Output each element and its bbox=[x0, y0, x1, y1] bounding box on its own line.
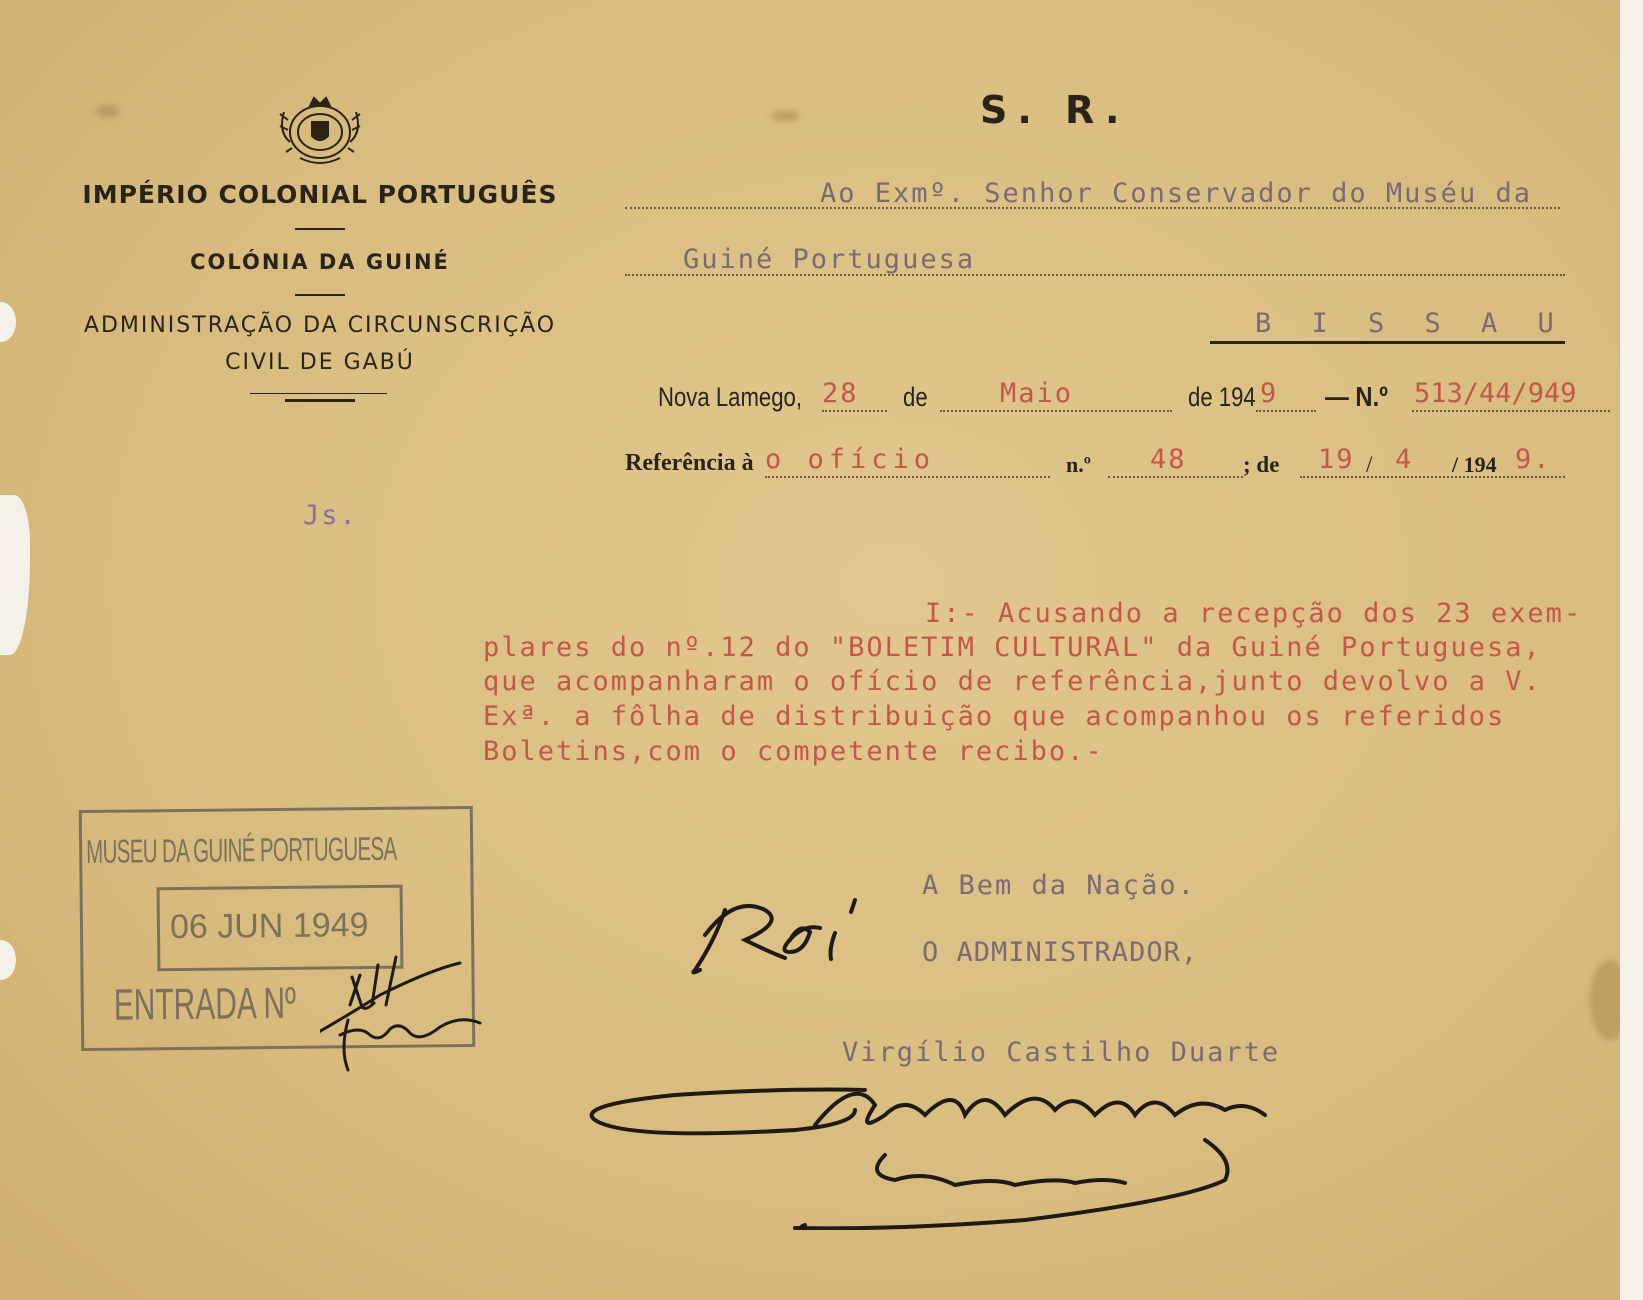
number-label: — N.º bbox=[1325, 381, 1388, 412]
reference-label: Referência à bbox=[625, 450, 754, 476]
date-year-digit: 9 bbox=[1260, 378, 1279, 409]
reference-value: o ofício bbox=[765, 444, 936, 475]
body-line: que acompanharam o ofício de referência,junto devolvo a V. bbox=[483, 666, 1542, 697]
fill-line bbox=[765, 476, 1050, 478]
divider bbox=[285, 399, 355, 402]
divider bbox=[250, 393, 387, 394]
fill-line bbox=[1300, 476, 1565, 478]
fill-line bbox=[1108, 476, 1243, 478]
fill-line bbox=[1256, 410, 1316, 412]
punch-hole bbox=[0, 302, 16, 342]
date-month: Maio bbox=[1000, 378, 1074, 409]
handwritten-annotation bbox=[690, 885, 900, 985]
de-label: de bbox=[903, 382, 928, 412]
reference-year-digit: 9. bbox=[1515, 444, 1552, 475]
salutation: A Bem da Nação. bbox=[922, 870, 1196, 901]
colony-heading: COLÓNIA DA GUINÉ bbox=[190, 250, 450, 274]
reference-year-label: / 194 bbox=[1452, 452, 1497, 477]
fill-line bbox=[822, 410, 887, 412]
administration-heading-line1: ADMINISTRAÇÃO DA CIRCUNSCRIÇÃO bbox=[83, 313, 557, 338]
fill-line bbox=[1412, 410, 1610, 412]
stamp-date: 06 JUN 1949 bbox=[169, 906, 369, 947]
reference-number: 48 bbox=[1150, 444, 1187, 475]
service-mark: S. R. bbox=[980, 88, 1130, 132]
body-line: plares do nº.12 do "BOLETIM CULTURAL" da Guiné Portuguesa, bbox=[483, 632, 1542, 663]
stamp-museum-name: MUSEU DA GUINÉ PORTUGUESA bbox=[85, 829, 397, 870]
addressee-city: B I S S A U bbox=[1255, 308, 1566, 339]
initials: Js. bbox=[303, 500, 358, 531]
reference-de-label: ; de bbox=[1243, 452, 1280, 477]
signatory-title: O ADMINISTRADOR, bbox=[922, 937, 1199, 968]
handwritten-entry-number bbox=[320, 945, 510, 1125]
body-line: Boletins,com o competente recibo.- bbox=[483, 736, 1104, 767]
place-label: Nova Lamego, bbox=[658, 382, 802, 412]
city-underline bbox=[1210, 341, 1565, 344]
reference-number-label: n.º bbox=[1066, 452, 1091, 477]
stain bbox=[95, 105, 120, 117]
stain bbox=[1590, 960, 1620, 1040]
torn-edge bbox=[0, 495, 30, 655]
year-label: de 194 bbox=[1188, 382, 1256, 412]
divider bbox=[295, 294, 345, 296]
secretary-signature bbox=[585, 1085, 1375, 1230]
divider bbox=[295, 228, 345, 230]
addressee-line2: Guiné Portuguesa bbox=[683, 244, 976, 275]
date-day: 28 bbox=[822, 378, 859, 409]
stain bbox=[770, 110, 800, 122]
reference-month: 4 bbox=[1395, 444, 1414, 475]
punch-hole bbox=[0, 940, 16, 980]
coat-of-arms-icon bbox=[270, 92, 370, 170]
addressee-line1: Ao Exmº. Senhor Conservador do Muséu da bbox=[820, 178, 1532, 209]
administration-heading-line2: CIVIL DE GABÚ bbox=[225, 350, 415, 375]
reference-day: 19 bbox=[1318, 444, 1355, 475]
body-line: Exª. a fôlha de distribuição que acompanhou os referidos bbox=[483, 701, 1506, 732]
signatory-name: Virgílio Castilho Duarte bbox=[842, 1037, 1281, 1068]
stamp-entry-label: ENTRADA Nº bbox=[113, 978, 297, 1030]
document-number: 513/44/949 bbox=[1414, 378, 1577, 409]
fill-line bbox=[940, 410, 1172, 412]
body-line: I:- Acusando a recepção dos 23 exem- bbox=[925, 598, 1583, 629]
slash: / bbox=[1366, 452, 1373, 477]
empire-heading: IMPÉRIO COLONIAL PORTUGUÊS bbox=[82, 180, 558, 209]
